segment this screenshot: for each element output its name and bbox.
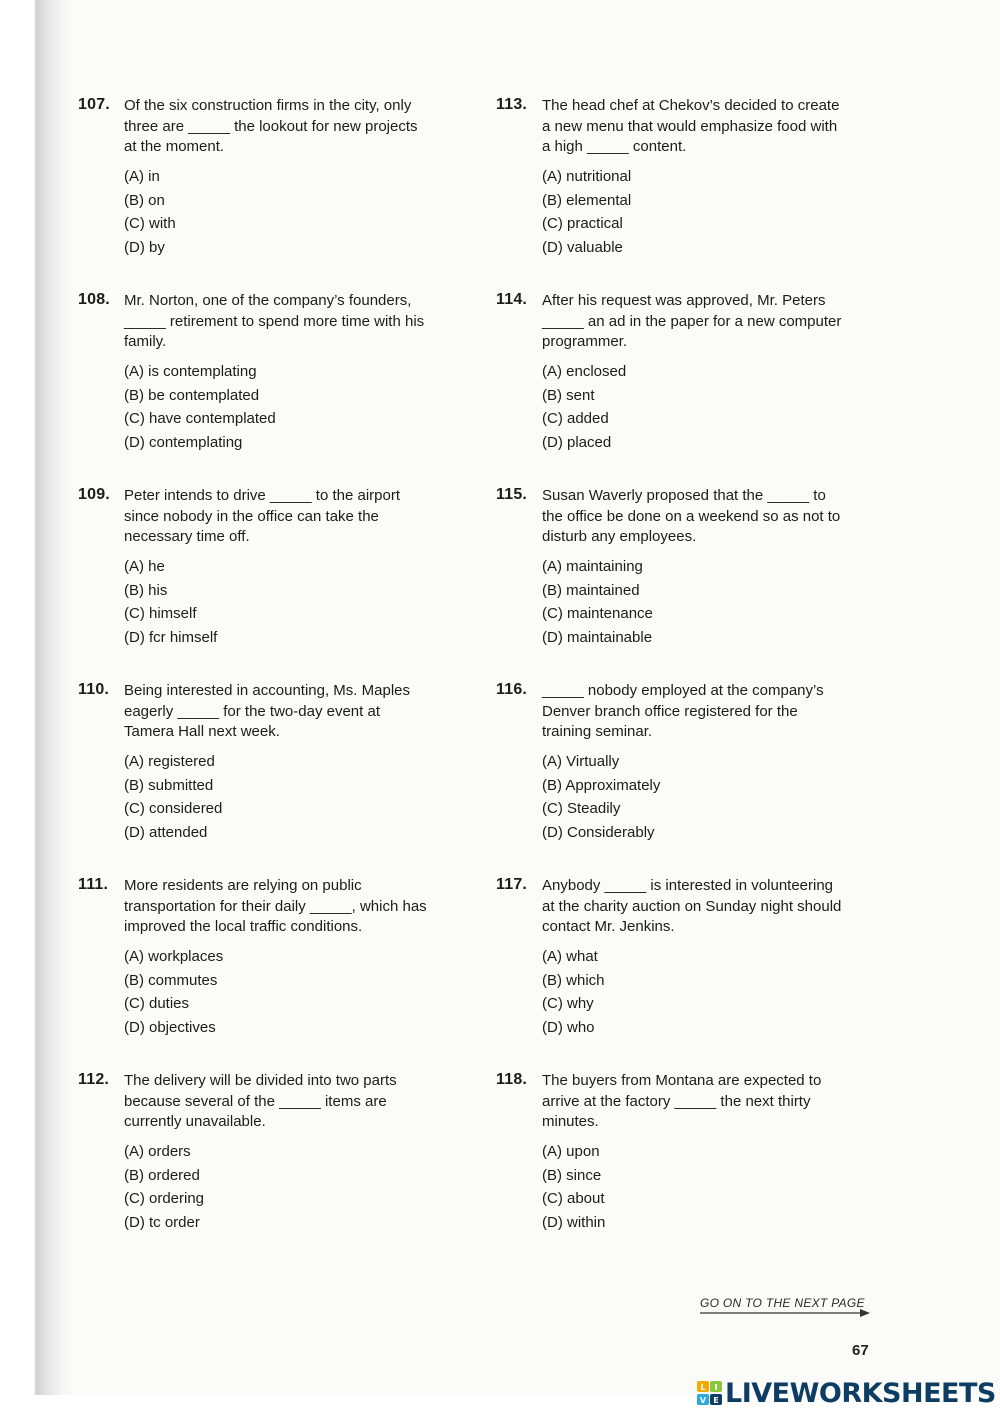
answer-option[interactable]: (C) practical — [542, 215, 623, 232]
liveworksheets-logo-icon — [697, 1380, 723, 1406]
question-text: The head chef at Chekov’s decided to create a new menu that would emphasize food with a high _____ content. — [542, 97, 840, 155]
answer-options — [124, 360, 276, 454]
question-111 — [78, 876, 438, 1071]
answer-option[interactable]: (A) is contemplating — [124, 363, 257, 380]
question-112 — [78, 1071, 438, 1266]
question-107 — [78, 96, 438, 291]
answer-option[interactable]: (D) objectives — [124, 1018, 216, 1036]
question-text: The delivery will be divided into two parts because several of the _____ items are currently unavailable. — [124, 1072, 397, 1130]
answer-option[interactable]: (D) placed — [542, 433, 612, 451]
answer-option[interactable]: (A) nutritional — [542, 168, 632, 185]
answer-option[interactable]: (A) what — [542, 948, 598, 965]
answer-option[interactable]: (A) orders — [124, 1143, 191, 1160]
question-114 — [496, 291, 856, 486]
answer-option[interactable]: (C) duties — [124, 995, 190, 1012]
brand-name: LIVEWORKSHEETS — [725, 1377, 996, 1409]
question-116 — [496, 681, 856, 876]
scan-edge-shadow — [0, 0, 72, 1395]
answer-option[interactable]: (D) Considerably — [542, 823, 655, 841]
question-number: 109. — [78, 486, 110, 503]
next-page-arrow-icon — [700, 1309, 870, 1317]
question-117 — [496, 876, 856, 1071]
answer-option[interactable]: (C) ordering — [124, 1190, 205, 1207]
answer-option[interactable]: (A) enclosed — [542, 363, 627, 380]
answer-option[interactable]: (D) tc order — [124, 1213, 200, 1231]
answer-option[interactable]: (B) sent — [542, 386, 595, 404]
answer-option[interactable]: (A) workplaces — [124, 948, 224, 965]
answer-option[interactable]: (C) about — [542, 1190, 605, 1207]
question-number: 112. — [78, 1071, 110, 1088]
answer-option[interactable]: (A) registered — [124, 753, 215, 770]
answer-options — [542, 945, 605, 1039]
next-page-note: GO ON TO THE NEXT PAGE — [700, 1296, 865, 1310]
question-text: More residents are relying on public transportation for their daily _____, which has improved the local traffic conditions. — [124, 877, 427, 935]
answer-option[interactable]: (B) his — [124, 581, 168, 599]
question-number: 107. — [78, 96, 110, 113]
answer-option[interactable]: (A) in — [124, 168, 160, 185]
answer-options — [124, 945, 223, 1039]
answer-option[interactable]: (B) which — [542, 971, 605, 989]
answer-option[interactable]: (D) within — [542, 1213, 606, 1231]
answer-option[interactable]: (A) Virtually — [542, 753, 620, 770]
answer-option[interactable]: (C) added — [542, 410, 609, 427]
question-118 — [496, 1071, 856, 1266]
answer-option[interactable]: (B) Approximately — [542, 776, 661, 794]
question-number: 115. — [496, 486, 528, 503]
answer-option[interactable]: (D) by — [124, 238, 165, 256]
answer-option[interactable]: (C) maintenance — [542, 605, 653, 622]
answer-option[interactable]: (C) with — [124, 215, 176, 232]
question-text: After his request was approved, Mr. Peters _____ an ad in the paper for a new computer programmer. — [542, 292, 842, 350]
svg-text:L: L — [700, 1383, 706, 1392]
answer-option[interactable]: (B) on — [124, 191, 165, 209]
answer-option[interactable]: (C) why — [542, 995, 594, 1012]
question-number: 114. — [496, 291, 528, 308]
answer-option[interactable]: (D) fcr himself — [124, 628, 218, 646]
question-115 — [496, 486, 856, 681]
answer-options — [124, 1140, 204, 1234]
answer-option[interactable]: (D) valuable — [542, 238, 623, 256]
svg-text:E: E — [713, 1396, 719, 1405]
answer-option[interactable]: (B) be contemplated — [124, 386, 260, 404]
question-108 — [78, 291, 438, 486]
answer-option[interactable]: (C) himself — [124, 605, 197, 622]
question-113 — [496, 96, 856, 291]
answer-option[interactable]: (B) submitted — [124, 776, 214, 794]
question-text: Being interested in accounting, Ms. Maples eagerly _____ for the two-day event at Tamera Hall next week. — [124, 682, 410, 740]
question-text: Of the six construction firms in the city, only three are _____ the lookout for new projects at the moment. — [124, 97, 418, 155]
answer-options — [542, 165, 631, 259]
question-number: 118. — [496, 1071, 528, 1088]
answer-option[interactable]: (A) he — [124, 558, 165, 575]
liveworksheets-brand[interactable] — [697, 1378, 996, 1408]
answer-options — [542, 360, 626, 454]
svg-text:I: I — [714, 1383, 718, 1392]
answer-options — [542, 555, 653, 649]
answer-option[interactable]: (C) considered — [124, 800, 223, 817]
answer-option[interactable]: (D) attended — [124, 823, 208, 841]
question-number: 117. — [496, 876, 528, 893]
page-number: 67 — [852, 1342, 869, 1359]
question-text: _____ nobody employed at the company’s Denver branch office registered for the training seminar. — [542, 682, 824, 740]
question-text: The buyers from Montana are expected to arrive at the factory _____ the next thirty minutes. — [542, 1072, 822, 1130]
answer-option[interactable]: (D) who — [542, 1018, 595, 1036]
question-110 — [78, 681, 438, 876]
svg-text:V: V — [699, 1396, 707, 1405]
question-text: Mr. Norton, one of the company’s founders, _____ retirement to spend more time with his family. — [124, 292, 425, 350]
answer-option[interactable]: (B) commutes — [124, 971, 218, 989]
answer-option[interactable]: (B) ordered — [124, 1166, 200, 1184]
answer-option[interactable]: (A) maintaining — [542, 558, 643, 575]
answer-option[interactable]: (B) maintained — [542, 581, 640, 599]
answer-options — [124, 750, 222, 844]
right-question-column — [496, 96, 856, 1266]
question-109 — [78, 486, 438, 681]
answer-options — [542, 1140, 605, 1234]
question-number: 113. — [496, 96, 528, 113]
left-question-column — [78, 96, 438, 1266]
question-text: Susan Waverly proposed that the _____ to the office be done on a weekend so as not to disturb any employees. — [542, 487, 841, 545]
answer-options — [124, 165, 176, 259]
answer-option[interactable]: (D) contemplating — [124, 433, 243, 451]
question-number: 116. — [496, 681, 528, 698]
answer-option[interactable]: (C) Steadily — [542, 800, 621, 817]
question-number: 108. — [78, 291, 110, 308]
answer-options — [124, 555, 217, 649]
answer-options — [542, 750, 660, 844]
answer-option[interactable]: (B) elemental — [542, 191, 632, 209]
question-number: 110. — [78, 681, 110, 698]
question-text: Peter intends to drive _____ to the airport since nobody in the office can take the necessary time off. — [124, 487, 401, 545]
answer-option[interactable]: (C) have contemplated — [124, 410, 276, 427]
question-text: Anybody _____ is interested in volunteering at the charity auction on Sunday night should contact Mr. Jenkins. — [542, 877, 842, 935]
answer-option[interactable]: (D) maintainable — [542, 628, 653, 646]
question-number: 111. — [78, 876, 109, 893]
answer-option[interactable]: (B) since — [542, 1166, 602, 1184]
answer-option[interactable]: (A) upon — [542, 1143, 600, 1160]
